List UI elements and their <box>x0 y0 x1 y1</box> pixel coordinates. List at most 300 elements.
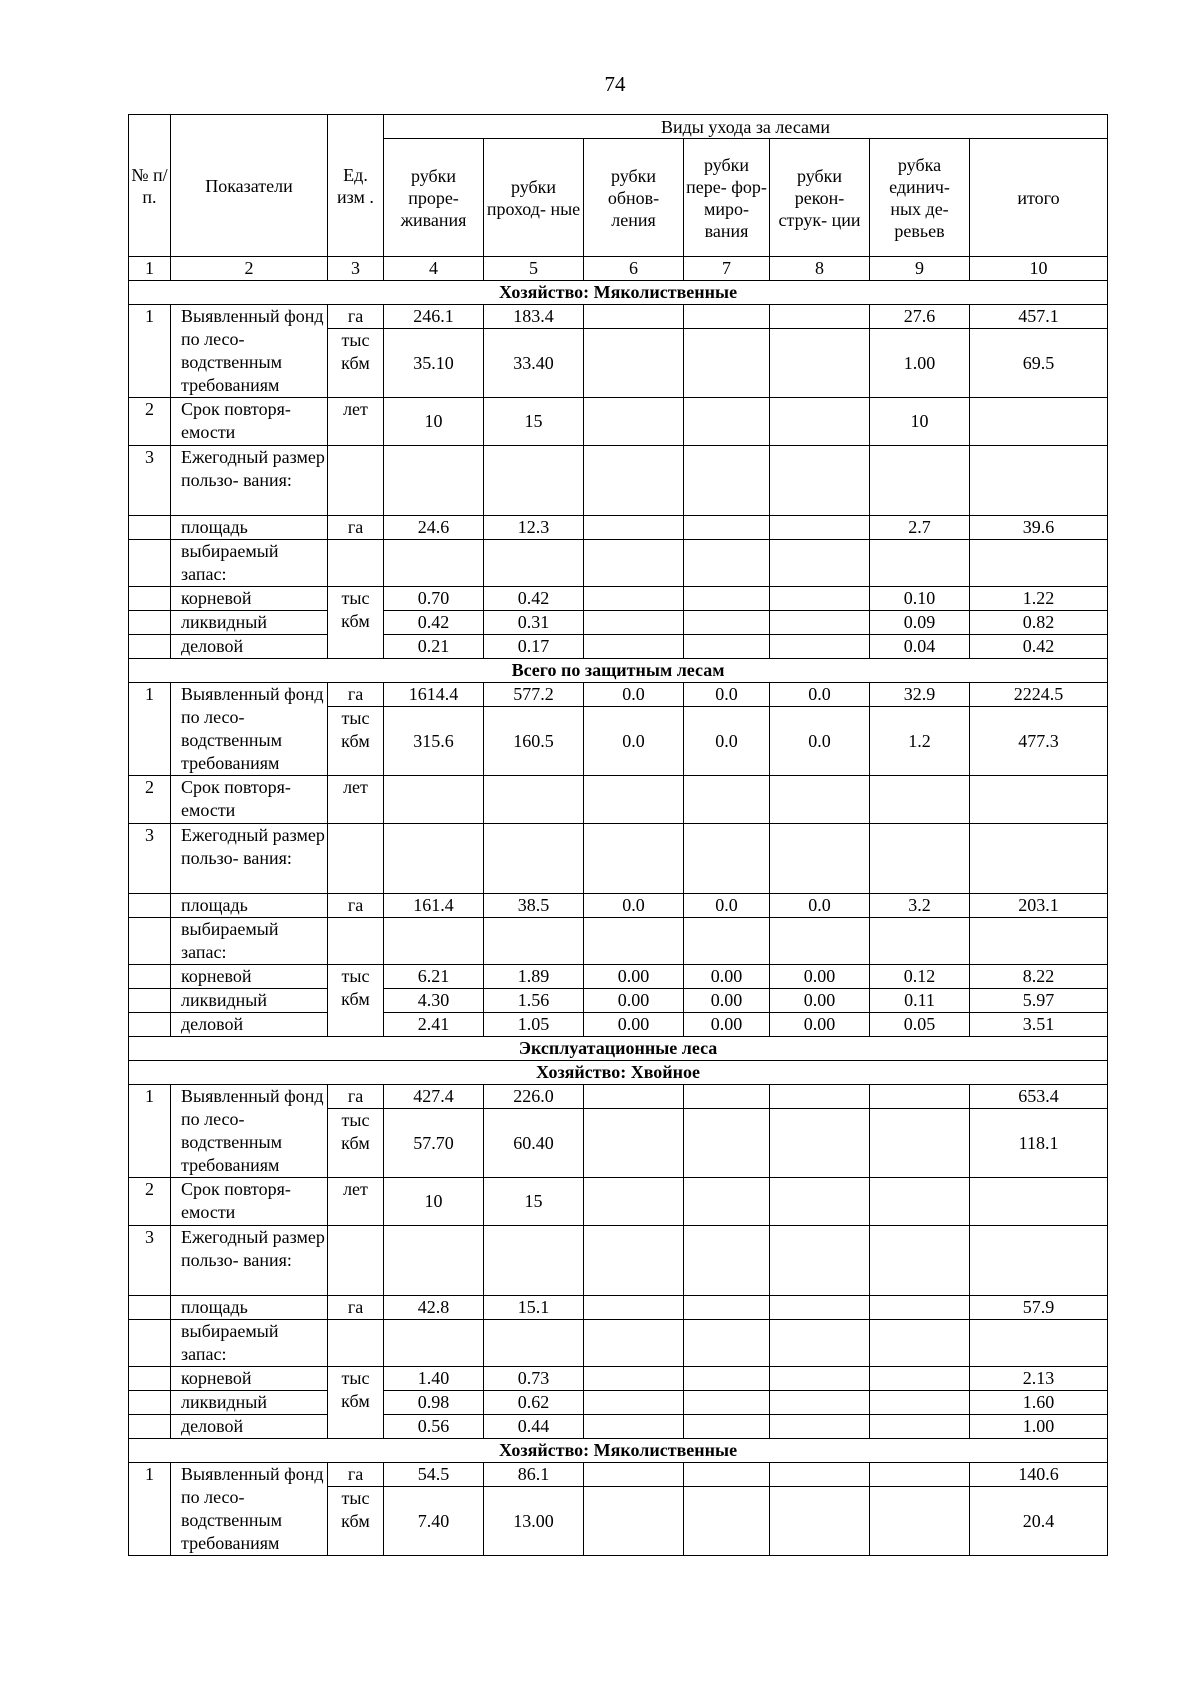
table-row <box>129 1367 1108 1391</box>
value-cell <box>770 1296 870 1320</box>
value-cell <box>870 1296 970 1320</box>
value-cell: 2224.5 <box>970 683 1108 707</box>
col-number: 7 <box>684 257 770 281</box>
unit-cell: тыс кбм <box>328 707 384 776</box>
empty-cell <box>484 824 584 894</box>
value-cell: 7.40 <box>384 1487 484 1556</box>
empty-cell <box>384 1320 484 1367</box>
empty-cell <box>970 918 1108 965</box>
value-cell <box>584 516 684 540</box>
empty-cell <box>384 446 484 516</box>
value-cell: 0.0 <box>584 683 684 707</box>
section-row <box>129 659 1108 683</box>
value-cell <box>870 1487 970 1556</box>
section-title: Хозяйство: Мяколиственные <box>129 281 1108 305</box>
value-cell: 1614.4 <box>384 683 484 707</box>
value-cell <box>484 776 584 824</box>
value-cell <box>584 1415 684 1439</box>
value-cell <box>584 1487 684 1556</box>
value-cell: 0.82 <box>970 611 1108 635</box>
empty-cell <box>584 918 684 965</box>
row-number: 3 <box>129 446 171 516</box>
table-row <box>129 611 1108 635</box>
empty-cell <box>384 1226 484 1296</box>
value-cell: 13.00 <box>484 1487 584 1556</box>
empty-cell <box>484 446 584 516</box>
value-cell: 653.4 <box>970 1085 1108 1109</box>
value-cell: 477.3 <box>970 707 1108 776</box>
empty-cell <box>384 824 484 894</box>
empty-cell <box>129 1320 171 1367</box>
value-cell: 0.00 <box>684 965 770 989</box>
indicator-label: Срок повторя- емости <box>171 776 328 824</box>
section-title: Хозяйство: Хвойное <box>129 1061 1108 1085</box>
value-cell: 577.2 <box>484 683 584 707</box>
section-title: Эксплуатационные леса <box>129 1037 1108 1061</box>
value-cell: 183.4 <box>484 305 584 329</box>
value-cell <box>970 776 1108 824</box>
value-cell: 0.05 <box>870 1013 970 1037</box>
value-cell <box>584 1463 684 1487</box>
value-cell <box>384 776 484 824</box>
page-number: 74 <box>604 72 626 96</box>
table-row <box>129 635 1108 659</box>
empty-cell <box>970 824 1108 894</box>
unit-cell: га <box>328 894 384 918</box>
empty-cell <box>870 824 970 894</box>
section-title: Всего по защитным лесам <box>129 659 1108 683</box>
value-cell: 160.5 <box>484 707 584 776</box>
value-cell: 32.9 <box>870 683 970 707</box>
value-cell <box>684 398 770 446</box>
table-row <box>129 776 1108 824</box>
table-row <box>129 1320 1108 1367</box>
empty-cell <box>328 446 384 516</box>
value-cell: 3.2 <box>870 894 970 918</box>
table-row <box>129 398 1108 446</box>
value-cell: 0.0 <box>684 894 770 918</box>
value-cell: 0.04 <box>870 635 970 659</box>
row-number: 3 <box>129 824 171 894</box>
value-cell <box>770 516 870 540</box>
value-cell: 57.70 <box>384 1109 484 1178</box>
value-cell: 315.6 <box>384 707 484 776</box>
value-cell: 427.4 <box>384 1085 484 1109</box>
table-row <box>129 965 1108 989</box>
value-cell: 0.09 <box>870 611 970 635</box>
unit-cell: тыс кбм <box>328 329 384 398</box>
indicator-label: Срок повторя- емости <box>171 1178 328 1226</box>
value-cell: 457.1 <box>970 305 1108 329</box>
value-cell: 1.05 <box>484 1013 584 1037</box>
value-cell: 0.0 <box>770 683 870 707</box>
empty-cell <box>129 1013 171 1037</box>
header-indicators: Показатели <box>171 115 328 257</box>
value-cell <box>770 1367 870 1391</box>
value-cell <box>584 1085 684 1109</box>
value-cell <box>870 1085 970 1109</box>
empty-cell <box>970 1320 1108 1367</box>
header-type: рубки проре- живания <box>384 139 484 257</box>
empty-cell <box>970 540 1108 587</box>
table-row <box>129 1463 1108 1487</box>
empty-cell <box>870 446 970 516</box>
empty-cell <box>584 540 684 587</box>
indicator-label: площадь <box>171 1296 328 1320</box>
col-number: 2 <box>171 257 328 281</box>
section-row <box>129 281 1108 305</box>
value-cell: 226.0 <box>484 1085 584 1109</box>
indicator-label: Ежегодный размер пользо- вания: <box>171 446 328 516</box>
value-cell <box>584 635 684 659</box>
value-cell <box>770 1178 870 1226</box>
value-cell: 86.1 <box>484 1463 584 1487</box>
empty-cell <box>770 446 870 516</box>
value-cell: 0.00 <box>584 989 684 1013</box>
table-row <box>129 1415 1108 1439</box>
forest-care-table <box>128 114 1108 1556</box>
row-number: 3 <box>129 1226 171 1296</box>
value-cell <box>870 1178 970 1226</box>
row-number: 2 <box>129 398 171 446</box>
empty-cell <box>684 1320 770 1367</box>
unit-cell: га <box>328 1463 384 1487</box>
col-number: 1 <box>129 257 171 281</box>
indicator-label: Выявленный фонд по лесо- водственным требованиям <box>171 1463 328 1556</box>
value-cell <box>770 398 870 446</box>
col-number: 9 <box>870 257 970 281</box>
indicator-label: Выявленный фонд по лесо- водственным требованиям <box>171 1085 328 1178</box>
table-row <box>129 1178 1108 1226</box>
indicator-label: Ежегодный размер пользо- вания: <box>171 824 328 894</box>
header-no: № п/п. <box>129 115 171 257</box>
value-cell <box>870 776 970 824</box>
empty-cell <box>584 824 684 894</box>
header-unit: Ед. изм . <box>328 115 384 257</box>
indicator-label: выбираемый запас: <box>171 540 328 587</box>
empty-cell <box>129 516 171 540</box>
header-type: рубки обнов- ления <box>584 139 684 257</box>
section-row <box>129 1439 1108 1463</box>
value-cell: 0.00 <box>770 989 870 1013</box>
col-number: 3 <box>328 257 384 281</box>
row-number: 2 <box>129 1178 171 1226</box>
empty-cell <box>770 1320 870 1367</box>
value-cell <box>770 1391 870 1415</box>
section-row <box>129 1061 1108 1085</box>
table-row <box>129 540 1108 587</box>
col-number: 8 <box>770 257 870 281</box>
value-cell: 0.00 <box>584 1013 684 1037</box>
empty-cell <box>484 1226 584 1296</box>
table-row <box>129 1085 1108 1109</box>
value-cell: 0.00 <box>770 965 870 989</box>
empty-cell <box>970 1226 1108 1296</box>
value-cell: 0.11 <box>870 989 970 1013</box>
value-cell: 33.40 <box>484 329 584 398</box>
value-cell: 0.21 <box>384 635 484 659</box>
value-cell <box>684 587 770 611</box>
col-number: 4 <box>384 257 484 281</box>
value-cell <box>770 611 870 635</box>
value-cell: 0.00 <box>770 1013 870 1037</box>
header-type: рубка единич- ных де- ревьев <box>870 139 970 257</box>
empty-cell <box>129 635 171 659</box>
empty-cell <box>684 918 770 965</box>
value-cell <box>584 1178 684 1226</box>
empty-cell <box>770 824 870 894</box>
value-cell: 1.2 <box>870 707 970 776</box>
indicator-label: Выявленный фонд по лесо- водственным требованиям <box>171 305 328 398</box>
value-cell: 8.22 <box>970 965 1108 989</box>
value-cell: 0.56 <box>384 1415 484 1439</box>
value-cell <box>870 1367 970 1391</box>
indicator-label: выбираемый запас: <box>171 918 328 965</box>
value-cell: 0.17 <box>484 635 584 659</box>
value-cell: 0.0 <box>770 894 870 918</box>
value-cell <box>870 1391 970 1415</box>
row-number: 2 <box>129 776 171 824</box>
unit-cell: га <box>328 305 384 329</box>
value-cell: 4.30 <box>384 989 484 1013</box>
empty-cell <box>870 918 970 965</box>
value-cell: 0.42 <box>484 587 584 611</box>
value-cell <box>684 305 770 329</box>
value-cell <box>770 587 870 611</box>
value-cell: 1.56 <box>484 989 584 1013</box>
value-cell <box>870 1463 970 1487</box>
table-row <box>129 824 1108 894</box>
value-cell: 42.8 <box>384 1296 484 1320</box>
value-cell <box>770 1109 870 1178</box>
empty-cell <box>770 540 870 587</box>
value-cell <box>770 329 870 398</box>
value-cell <box>684 1487 770 1556</box>
value-cell <box>684 1415 770 1439</box>
value-cell <box>684 1463 770 1487</box>
table-row <box>129 1296 1108 1320</box>
empty-cell <box>129 540 171 587</box>
empty-cell <box>129 894 171 918</box>
value-cell <box>584 305 684 329</box>
empty-cell <box>484 540 584 587</box>
empty-cell <box>129 989 171 1013</box>
section-row <box>129 1037 1108 1061</box>
value-cell: 1.89 <box>484 965 584 989</box>
empty-cell <box>328 540 384 587</box>
unit-cell: га <box>328 1085 384 1109</box>
value-cell: 0.00 <box>684 989 770 1013</box>
value-cell: 2.13 <box>970 1367 1108 1391</box>
value-cell: 60.40 <box>484 1109 584 1178</box>
table-row <box>129 446 1108 516</box>
value-cell: 15.1 <box>484 1296 584 1320</box>
value-cell: 0.62 <box>484 1391 584 1415</box>
value-cell: 1.00 <box>970 1415 1108 1439</box>
indicator-label: корневой <box>171 587 328 611</box>
indicator-label: выбираемый запас: <box>171 1320 328 1367</box>
unit-cell: га <box>328 683 384 707</box>
empty-cell <box>129 1391 171 1415</box>
value-cell <box>970 1178 1108 1226</box>
row-number: 1 <box>129 683 171 776</box>
unit-cell: тыс кбм <box>328 1487 384 1556</box>
value-cell: 39.6 <box>970 516 1108 540</box>
header-type: рубки рекон- струк- ции <box>770 139 870 257</box>
value-cell: 38.5 <box>484 894 584 918</box>
value-cell: 1.22 <box>970 587 1108 611</box>
value-cell <box>684 635 770 659</box>
empty-cell <box>129 1367 171 1391</box>
indicator-label: Выявленный фонд по лесо- водственным требованиям <box>171 683 328 776</box>
value-cell <box>584 587 684 611</box>
value-cell: 6.21 <box>384 965 484 989</box>
value-cell <box>684 1178 770 1226</box>
value-cell <box>684 516 770 540</box>
value-cell: 0.10 <box>870 587 970 611</box>
empty-cell <box>770 918 870 965</box>
value-cell <box>770 1085 870 1109</box>
empty-cell <box>684 824 770 894</box>
value-cell <box>684 1391 770 1415</box>
empty-cell <box>129 587 171 611</box>
value-cell: 3.51 <box>970 1013 1108 1037</box>
value-cell: 57.9 <box>970 1296 1108 1320</box>
indicator-label: ликвидный <box>171 611 328 635</box>
value-cell: 5.97 <box>970 989 1108 1013</box>
empty-cell <box>684 540 770 587</box>
unit-cell: га <box>328 516 384 540</box>
empty-cell <box>129 965 171 989</box>
value-cell: 0.0 <box>684 707 770 776</box>
indicator-label: ликвидный <box>171 989 328 1013</box>
value-cell: 0.00 <box>684 1013 770 1037</box>
value-cell: 0.31 <box>484 611 584 635</box>
value-cell <box>584 1296 684 1320</box>
indicator-label: деловой <box>171 1415 328 1439</box>
value-cell: 0.73 <box>484 1367 584 1391</box>
table-row <box>129 683 1108 707</box>
indicator-label: Срок повторя- емости <box>171 398 328 446</box>
empty-cell <box>584 1226 684 1296</box>
empty-cell <box>384 918 484 965</box>
header-type: рубки проход- ные <box>484 139 584 257</box>
value-cell: 0.98 <box>384 1391 484 1415</box>
section-title: Хозяйство: Мяколиственные <box>129 1439 1108 1463</box>
col-number: 5 <box>484 257 584 281</box>
value-cell <box>770 635 870 659</box>
value-cell: 20.4 <box>970 1487 1108 1556</box>
value-cell <box>684 329 770 398</box>
empty-cell <box>328 1320 384 1367</box>
value-cell: 0.00 <box>584 965 684 989</box>
indicator-label: корневой <box>171 965 328 989</box>
unit-cell: га <box>328 1296 384 1320</box>
value-cell <box>584 1391 684 1415</box>
value-cell: 15 <box>484 1178 584 1226</box>
indicator-label: ликвидный <box>171 1391 328 1415</box>
value-cell: 203.1 <box>970 894 1108 918</box>
indicator-label: площадь <box>171 516 328 540</box>
value-cell: 0.44 <box>484 1415 584 1439</box>
empty-cell <box>484 1320 584 1367</box>
value-cell: 15 <box>484 398 584 446</box>
value-cell <box>770 776 870 824</box>
table-row <box>129 989 1108 1013</box>
empty-cell <box>328 918 384 965</box>
value-cell: 0.0 <box>770 707 870 776</box>
value-cell: 10 <box>384 1178 484 1226</box>
indicator-label: деловой <box>171 635 328 659</box>
value-cell <box>870 1415 970 1439</box>
value-cell <box>584 611 684 635</box>
header-group: Виды ухода за лесами <box>384 115 1108 139</box>
empty-cell <box>870 1320 970 1367</box>
empty-cell <box>129 918 171 965</box>
empty-cell <box>870 540 970 587</box>
value-cell <box>684 611 770 635</box>
unit-cell: тыс кбм <box>328 1109 384 1178</box>
value-cell: 54.5 <box>384 1463 484 1487</box>
header-type: итого <box>970 139 1108 257</box>
value-cell <box>684 776 770 824</box>
value-cell: 0.0 <box>584 894 684 918</box>
header-type: рубки пере- фор- миро- вания <box>684 139 770 257</box>
value-cell: 10 <box>870 398 970 446</box>
table-row <box>129 587 1108 611</box>
value-cell: 12.3 <box>484 516 584 540</box>
value-cell <box>584 1367 684 1391</box>
unit-cell: тыс кбм <box>328 587 384 659</box>
table-row <box>129 305 1108 329</box>
col-number: 10 <box>970 257 1108 281</box>
empty-cell <box>328 1226 384 1296</box>
empty-cell <box>328 824 384 894</box>
unit-cell: лет <box>328 776 384 824</box>
unit-cell: лет <box>328 1178 384 1226</box>
value-cell: 1.60 <box>970 1391 1108 1415</box>
table-row <box>129 516 1108 540</box>
empty-cell <box>129 1296 171 1320</box>
value-cell: 27.6 <box>870 305 970 329</box>
value-cell: 0.0 <box>684 683 770 707</box>
value-cell: 140.6 <box>970 1463 1108 1487</box>
value-cell <box>584 329 684 398</box>
value-cell <box>684 1296 770 1320</box>
indicator-label: деловой <box>171 1013 328 1037</box>
indicator-label: площадь <box>171 894 328 918</box>
unit-cell: тыс кбм <box>328 965 384 1037</box>
table-row <box>129 894 1108 918</box>
value-cell <box>684 1085 770 1109</box>
empty-cell <box>584 1320 684 1367</box>
value-cell <box>584 1109 684 1178</box>
table-row <box>129 1226 1108 1296</box>
empty-cell <box>484 918 584 965</box>
value-cell: 10 <box>384 398 484 446</box>
value-cell: 24.6 <box>384 516 484 540</box>
empty-cell <box>770 1226 870 1296</box>
value-cell <box>770 1463 870 1487</box>
empty-cell <box>684 446 770 516</box>
empty-cell <box>129 1415 171 1439</box>
value-cell: 35.10 <box>384 329 484 398</box>
value-cell: 69.5 <box>970 329 1108 398</box>
value-cell: 118.1 <box>970 1109 1108 1178</box>
value-cell: 2.7 <box>870 516 970 540</box>
row-number: 1 <box>129 1463 171 1556</box>
value-cell <box>770 1487 870 1556</box>
